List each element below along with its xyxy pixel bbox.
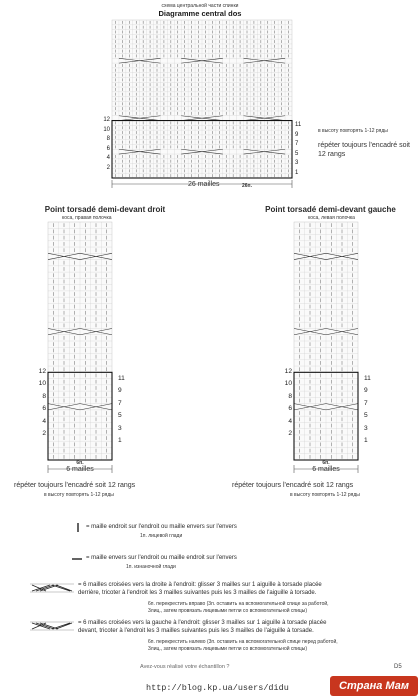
left-repeat-ru: в высоту повторять 1-12 ряды [290,492,360,498]
left-repeat-fr: répéter toujours l'encadré soit 12 rangs [232,482,354,489]
purl-stitch-symbol [72,557,82,561]
left-chart-subtitle-ru: коса, левая полочка [308,215,355,221]
left-row-numbers-left: 12 10 8 6 4 2 [284,368,292,438]
central-stitches-ru: 26п. [242,183,252,189]
right-row-numbers-left: 12 10 8 6 4 2 [38,368,46,438]
legend-purl-fr: = maille envers sur l'endroit ou maille endroit sur l'envers [86,555,237,561]
legend-purl-ru: 1п. изнаночной глади [126,564,176,570]
right-chart-grid [48,222,112,460]
cable-right-symbol [30,583,74,593]
central-title: Diagramme central dos [158,9,242,18]
cable-left-symbol [30,621,74,631]
right-repeat-fr: répéter toujours l'encadré soit 12 rangs [14,482,136,489]
right-row-numbers-right: 11 9 7 5 3 1 [118,375,125,445]
left-stitches-ru: 6п. [322,460,330,466]
left-row-numbers-right: 11 9 7 5 3 1 [364,375,371,445]
right-stitches-label: 6 mailles [66,466,94,473]
central-repeat-fr: répéter toujours l'encadré soit 12 rangs [318,142,410,158]
page-mark: D5 [394,664,402,670]
left-chart-title: Point torsadé demi-devant gauche [265,205,396,214]
left-chart-grid [294,222,358,460]
central-chart-grid [112,20,292,178]
legend-cable-right-ru: 6п. перекрестить вправо (3п. оставить на вспомогательной спице за работой, 3лиц., затем провязать лицевыми петли со вспомогательной спицы) [148,601,329,614]
knit-stitch-symbol [76,523,80,532]
legend-cable-left-fr: = 6 mailles croisées vers la gauche à l'endroit: glisser 3 mailles sur 1 aiguille à torsade placée devant, tricoter à l'endroit les 3 mailles suivantes puis les 3 mailles de l'aiguille à torsade. [78,620,327,634]
legend-cable-right-fr: = 6 mailles croisées vers la droite à l'endroit: glisser 3 mailles sur 1 aiguille à torsade placée derrière, tricoter à l'endroit les 3 mailles suivantes puis les 3 mailles de l'aiguille à torsade. [78,582,322,596]
watermark-text: Страна Мам [339,680,409,692]
right-repeat-ru: в высоту повторять 1-12 ряды [44,492,114,498]
right-chart-subtitle-ru: коса, правая полочка [62,215,112,221]
central-subtitle-ru: схема центральной части спинки [161,3,239,9]
footer-url-link[interactable]: http://blog.kp.ua/users/didu [146,683,289,693]
legend-knit-fr: = maille endroit sur l'endroit ou maille envers sur l'envers [86,524,237,530]
left-stitches-label: 6 mailles [312,466,340,473]
right-chart-title: Point torsadé demi-devant droit [44,205,166,214]
legend-knit-ru: 1п. лицевой глади [140,533,183,539]
right-stitches-ru: 6п. [76,460,84,466]
central-row-numbers-right: 11 9 7 5 3 1 [295,122,302,176]
footer-text: Avez-vous réalisé votre échantillon ? [140,664,230,670]
legend-cable-left-ru: 6п. перекрестить налево (3п. оставить на вспомогательной спице перед работой, 3лиц., затем провязать лицевыми петли со вспомогательной спицы) [148,639,338,652]
central-stitches-label: 26 mailles [188,181,220,188]
central-repeat-ru: в высоту повторять 1-12 ряды [318,128,388,134]
watermark-logo [330,676,418,696]
central-row-numbers-left: 12 10 8 6 4 2 [103,117,110,171]
